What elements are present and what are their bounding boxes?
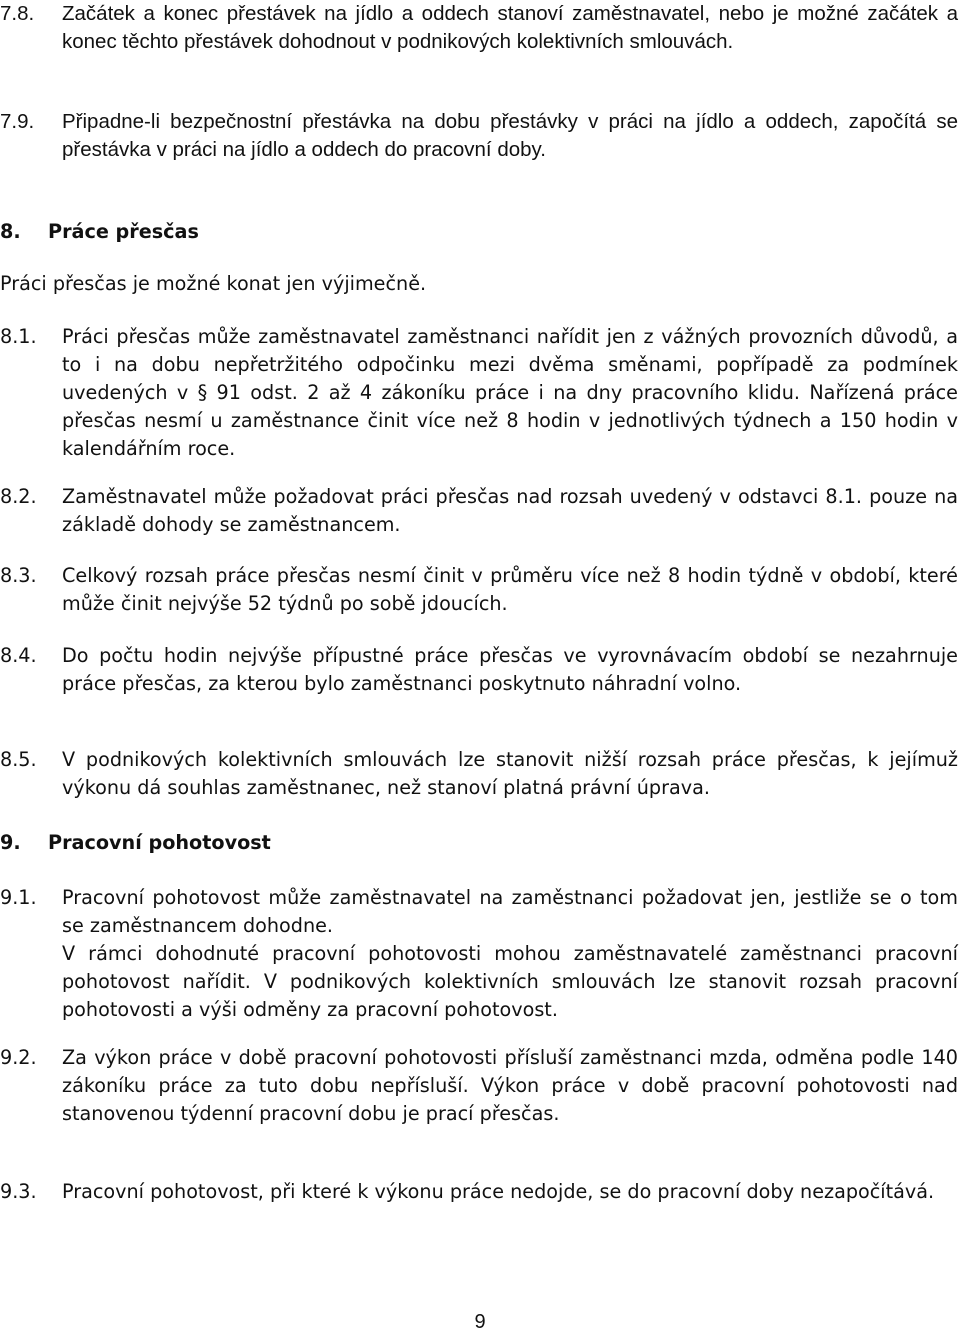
paragraph-7-9 [0, 108, 960, 164]
paragraph-number: 9.1. [0, 886, 37, 909]
paragraph-8-4 [0, 642, 960, 726]
paragraph-text: V podnikových kolektivních smlouvách lze stanovit nižší rozsah práce přesčas, k jejímuž výkonu dá souhlas zaměstnanec, než stanoví platná právní úprava. [62, 748, 958, 799]
paragraph-number: 7.9. [0, 110, 35, 133]
paragraph-number: 9.2. [0, 1046, 37, 1069]
section-number: 9. [0, 831, 21, 854]
section-number: 8. [0, 220, 21, 243]
paragraph-text-part-1: Pracovní pohotovost může zaměstnavatel na zaměstnanci požadovat jen, jestliže se o tom se zaměstnancem dohodne. [62, 886, 958, 937]
paragraph-text: Do počtu hodin nejvýše přípustné práce přesčas ve vyrovnávacím období se nezahrnuje práce přesčas, za kterou bylo zaměstnanci poskytnuto náhradní volno. [62, 644, 958, 695]
paragraph-8-3 [0, 562, 960, 618]
paragraph-text: Připadne-li bezpečnostní přestávka na dobu přestávky v práci na jídlo a oddech, započítá se přestávka v práci na jídlo a oddech do pracovní doby. [62, 110, 958, 161]
paragraph-text: Práci přesčas může zaměstnavatel zaměstnanci nařídit jen z vážných provozních důvodů, a to i na dobu nepřetržitého odpočinku mezi dvěma směnami, popřípadě za podmínek uvedených v § 91 odst. 2 až 4 zákoníku práce i na dny pracovního klidu. Nařízená práce přesčas nesmí u zaměstnance činit více než 8 hodin v jednotlivých týdnech a 150 hodin v kalendářním roce. [62, 325, 958, 460]
paragraph-number: 9.3. [0, 1180, 37, 1203]
page-number: 9 [474, 1311, 486, 1333]
paragraph-text: Pracovní pohotovost, při které k výkonu práce nedojde, se do pracovní doby nezapočítává. [62, 1180, 935, 1203]
section-title: Pracovní pohotovost [48, 831, 271, 854]
paragraph-number: 8.4. [0, 644, 37, 667]
section-intro: Práci přesčas je možné konat jen výjimečně. [0, 272, 427, 295]
paragraph-number: 8.3. [0, 564, 37, 587]
paragraph-8-5 [0, 746, 960, 802]
paragraph-number: 8.5. [0, 748, 37, 771]
paragraph-text: Začátek a konec přestávek na jídlo a oddech stanoví zaměstnavatel, nebo je možné začátek a konec těchto přestávek dohodnout v podnikových kolektivních smlouvách. [62, 2, 958, 53]
paragraph-9-1 [0, 884, 960, 1024]
paragraph-8-2 [0, 483, 960, 539]
paragraph-7-8 [0, 0, 960, 84]
section-title: Práce přesčas [48, 220, 199, 243]
paragraph-9-2 [0, 1044, 960, 1156]
paragraph-number: 7.8. [0, 2, 35, 25]
paragraph-9-3 [0, 1178, 960, 1234]
paragraph-text: Zaměstnavatel může požadovat práci přesčas nad rozsah uvedený v odstavci 8.1. pouze na základě dohody se zaměstnancem. [62, 485, 958, 536]
paragraph-number: 8.2. [0, 485, 37, 508]
paragraph-number: 8.1. [0, 325, 37, 348]
section-heading-8 [0, 218, 199, 246]
paragraph-8-1 [0, 323, 960, 463]
section-heading-9 [0, 829, 271, 857]
paragraph-text-part-2: V rámci dohodnuté pracovní pohotovosti mohou zaměstnavatelé zaměstnanci pracovní pohotovost nařídit. V podnikových kolektivních smlouvách lze stanovit rozsah pracovní pohotovosti a výši odměny za pracovní pohotovost. [62, 942, 958, 1021]
paragraph-text [62, 884, 958, 1024]
paragraph-text: Celkový rozsah práce přesčas nesmí činit v průměru více než 8 hodin týdně v období, které může činit nejvýše 52 týdnů po sobě jdoucích. [62, 564, 958, 615]
paragraph-text: Za výkon práce v době pracovní pohotovosti přísluší zaměstnanci mzda, odměna podle 140 zákoníku práce za tuto dobu nepřísluší. Výkon práce v době pracovní pohotovosti nad stanovenou týdenní pracovní dobu je prací přesčas. [62, 1046, 958, 1125]
